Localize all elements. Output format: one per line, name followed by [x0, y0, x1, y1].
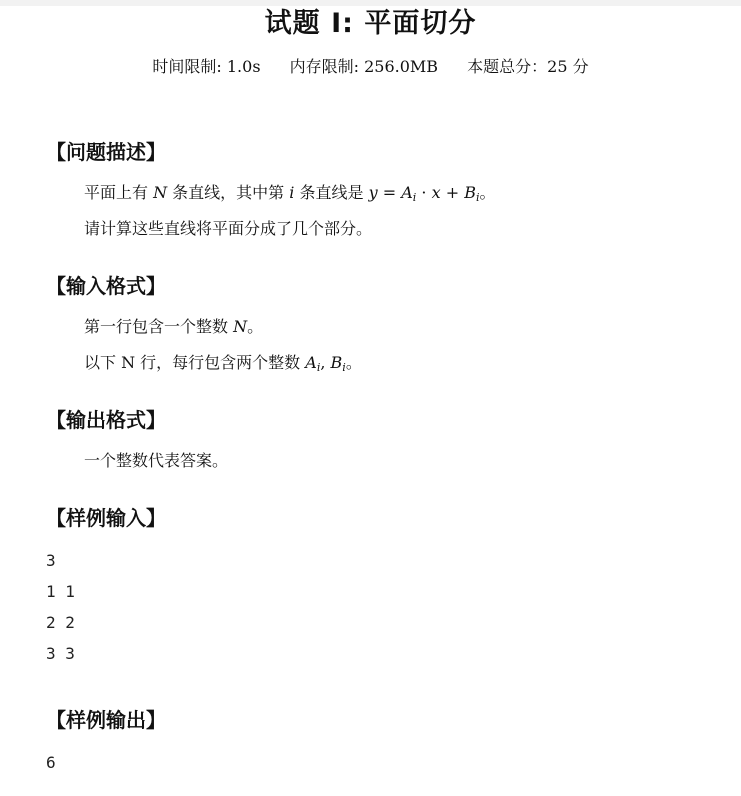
memory-limit: 内存限制: 256.0MB — [289, 57, 439, 76]
problem-meta — [0, 55, 741, 79]
input-format-heading: 【输入格式】 — [46, 274, 166, 298]
sample-input-line: 2 2 — [46, 613, 75, 632]
sample-output-line: 6 — [46, 753, 56, 772]
time-limit: 时间限制: 1.0s — [152, 57, 261, 76]
problem-description-line-2: 请计算这些直线将平面分成了几个部分。 — [84, 219, 373, 238]
page-title: 试题 I: 平面切分 — [264, 8, 477, 39]
sample-input-line: 3 3 — [46, 644, 75, 663]
output-format-heading: 【输出格式】 — [46, 408, 166, 432]
output-format-line-1: 一个整数代表答案。 — [84, 451, 229, 470]
sample-input-heading: 【样例输入】 — [46, 506, 166, 530]
input-format-line-2: 以下 N 行，每行包含两个整数 $A_i$, $B_i$。 — [84, 353, 362, 374]
problem-description-line-1: 平面上有 N 条直线，其中第 i 条直线是 $y = A_i \cdot x + B_i$。 — [84, 183, 496, 204]
problem-description-heading: 【问题描述】 — [46, 140, 166, 164]
sample-input-line: 3 — [46, 551, 56, 570]
input-format-line-1: 第一行包含一个整数 N。 — [84, 317, 264, 336]
total-score: 本题总分：25 分 — [467, 57, 589, 76]
sample-input-line: 1 1 — [46, 582, 75, 601]
sample-output-heading: 【样例输出】 — [46, 708, 166, 732]
